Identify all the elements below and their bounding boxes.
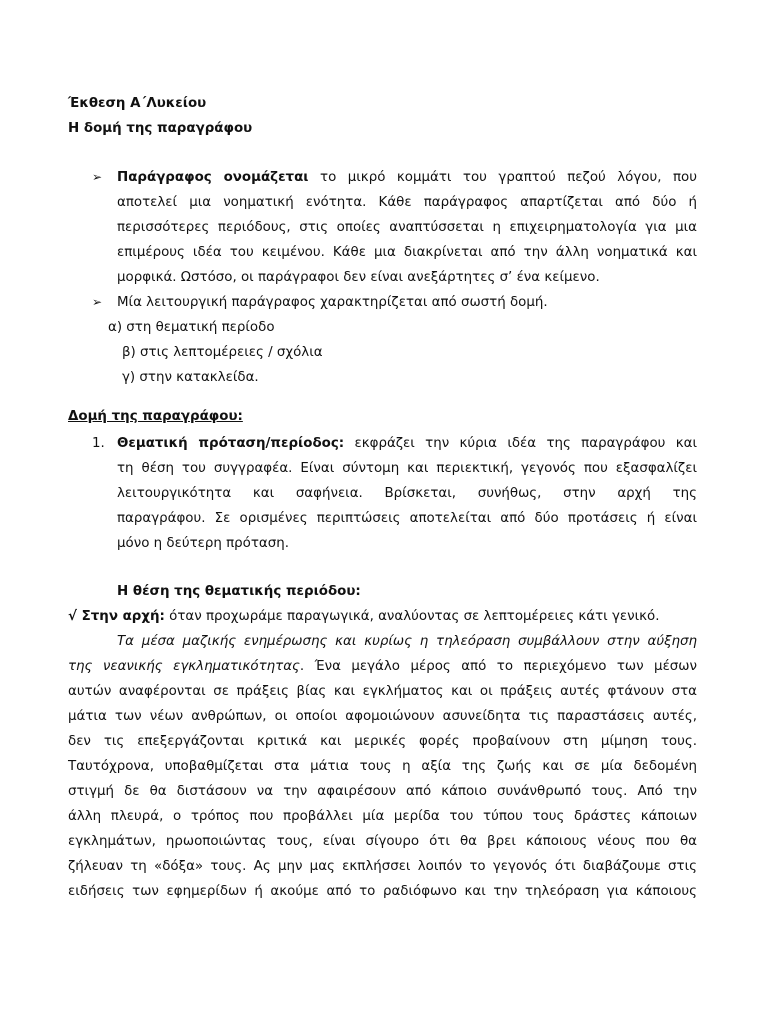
structure-title: Δομή της παραγράφου: bbox=[68, 409, 243, 424]
arrow-bullet-icon: ➢ bbox=[92, 295, 103, 309]
list-number: 1. bbox=[92, 436, 105, 451]
bullet1-line4: επιμέρους ιδέα του κειμένου. Κάθε μια διακρίνεται από την άλλη νοηματικά και bbox=[117, 245, 697, 260]
arrow-bullet-icon: ➢ bbox=[92, 170, 103, 184]
example-line8: άλλη πλευρά, ο τρόπος που προβάλλει μία μερίδα του τύπου τους δράστες κάποιων bbox=[68, 809, 697, 824]
bullet2-line1: Μία λειτουργική παράγραφος χαρακτηρίζεται από σωστή δομή. bbox=[117, 295, 548, 310]
item1-line4: παραγράφου. Σε ορισμένες περιπτώσεις αποτελείται από δύο προτάσεις ή είναι bbox=[117, 511, 697, 526]
example-line9: εγκλημάτων, ηρωοποιώντας τους, είναι σίγουρο ότι θα βρει κάποιους νέους που θα bbox=[68, 834, 697, 849]
example-line2: της νεανικής εγκληματικότητας. Ένα μεγάλο μέρος από το περιεχόμενο των μέσων bbox=[68, 659, 697, 674]
example-line10: ζήλευαν τη «δόξα» τους. Ας μην μας εκπλήσσει λοιπόν το γεγονός ότι διαβάζουμε στις bbox=[68, 859, 697, 874]
example-line5: δεν τις επεξεργάζονται κριτικά και μερικές φορές προβαίνουν στη μίμηση τους. bbox=[68, 734, 697, 749]
bullet1-line1: Παράγραφος ονομάζεται το μικρό κομμάτι του γραπτού πεζού λόγου, που bbox=[117, 170, 697, 185]
item1-line5: μόνο η δεύτερη πρόταση. bbox=[117, 536, 289, 551]
item1-line1: Θεματική πρόταση/περίοδος: εκφράζει την κύρια ιδέα της παραγράφου και bbox=[117, 436, 697, 451]
sub-item-c: γ) στην κατακλείδα. bbox=[122, 370, 259, 385]
bullet1-line3: περισσότερες περιόδους, στις οποίες αναπτύσσεται η επιχειρηματολογία για μια bbox=[117, 220, 697, 235]
position-title: Η θέση της θεματικής περιόδου: bbox=[117, 584, 361, 599]
sub-item-a: α) στη θεματική περίοδο bbox=[108, 320, 275, 335]
position-start-line: √ Στην αρχή: όταν προχωράμε παραγωγικά, αναλύοντας σε λεπτομέρειες κάτι γενικό. bbox=[68, 609, 660, 624]
example-line6: Ταυτόχρονα, υποβαθμίζεται στα μάτια τους η αξία της ζωής και σε μία δεδομένη bbox=[68, 759, 697, 774]
example-line11: ειδήσεις των εφημερίδων ή ακούμε από το ραδιόφωνο και την τηλεόραση για κάποιους bbox=[68, 884, 697, 899]
bullet1-line2: αποτελεί μια νοηματική ενότητα. Κάθε παράγραφος απαρτίζεται από δύο ή bbox=[117, 195, 697, 210]
sub-item-b: β) στις λεπτομέρειες / σχόλια bbox=[122, 345, 323, 360]
example-line1: Τα μέσα μαζικής ενημέρωσης και κυρίως η τηλεόραση συμβάλλουν στην αύξηση bbox=[117, 634, 697, 649]
example-line4: μάτια των νέων ανθρώπων, οι οποίοι αφομοιώνουν ασυνείδητα τις παραστάσεις αυτές, bbox=[68, 709, 697, 724]
bullet1-line5: μορφικά. Ωστόσο, οι παράγραφοι δεν είναι ανεξάρτητες σ’ ένα κείμενο. bbox=[117, 270, 600, 285]
doc-subtitle: Η δομή της παραγράφου bbox=[68, 121, 253, 136]
example-line3: αυτών αναφέρονται σε πράξεις βίας και εγκλήματος και οι πράξεις αυτές φτάνουν στα bbox=[68, 684, 697, 699]
item1-line3: λειτουργικότητα και σαφήνεια. Βρίσκεται, συνήθως, στην αρχή της bbox=[117, 486, 697, 501]
item1-line2: τη θέση του συγγραφέα. Είναι σύντομη και περιεκτική, γεγονός που εξασφαλίζει bbox=[117, 461, 697, 476]
example-line7: στιγμή δε θα διστάσουν να την αφαιρέσουν από κάποιο συνάνθρωπό τους. Από την bbox=[68, 784, 697, 799]
doc-title: Έκθεση Α΄Λυκείου bbox=[68, 96, 207, 111]
